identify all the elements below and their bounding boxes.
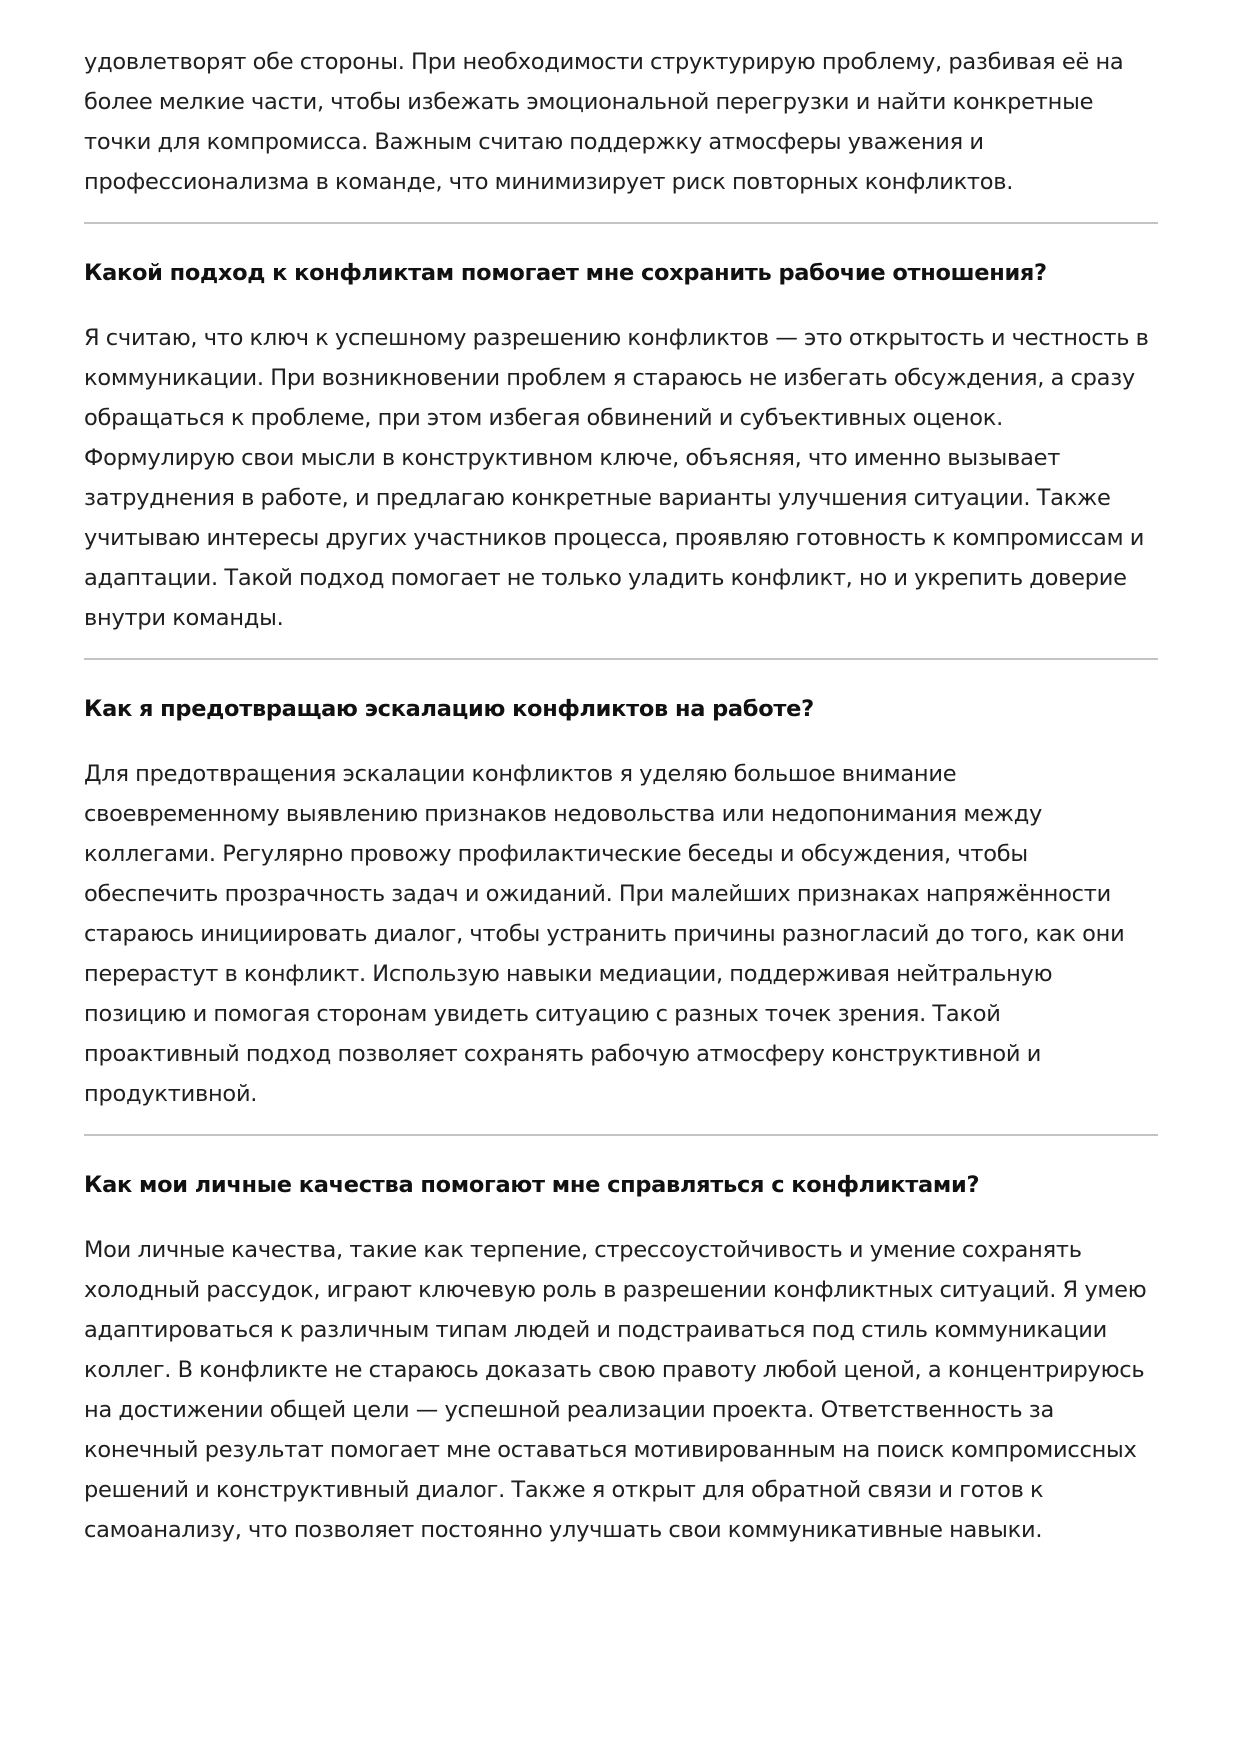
section-paragraph: Я считаю, что ключ к успешному разрешению конфликтов — это открытость и честность в коммуникации. При возникновении проблем я стараюсь не избегать обсуждения, а сразу обращаться к проблеме, при этом избегая обвинений и субъективных оценок. Формулирую свои мысли в конструктивном ключе, объясняя, что именно вызывает затруднения в работе, и предлагаю конкретные варианты улучшения ситуации. Также учитываю интересы других участников процесса, проявляю готовность к компромиссам и адаптации. Такой подход помогает не только уладить конфликт, но и укрепить доверие внутри команды.: [84, 325, 1149, 631]
section-heading: Какой подход к конфликтам помогает мне сохранить рабочие отношения?: [84, 260, 1047, 286]
section-paragraph: Мои личные качества, такие как терпение, стрессоустойчивость и умение сохранять холодный рассудок, играют ключевую роль в разрешении конфликтных ситуаций. Я умею адаптироваться к различным типам людей и подстраиваться под стиль коммуникации коллег. В конфликте не стараюсь доказать свою правоту любой ценой, а концентрируюсь на достижении общей цели — успешной реализации проекта. Ответственность за конечный результат помогает мне оставаться мотивированным на поиск компромиссных решений и конструктивный диалог. Также я открыт для обратной связи и готов к самоанализу, что позволяет постоянно улучшать свои коммуникативные навыки.: [84, 1237, 1147, 1543]
section-paragraph: Для предотвращения эскалации конфликтов я уделяю большое внимание своевременному выявлению признаков недовольства или недопонимания между коллегами. Регулярно провожу профилактические беседы и обсуждения, чтобы обеспечить прозрачность задач и ожиданий. При малейших признаках напряжённости стараюсь инициировать диалог, чтобы устранить причины разногласий до того, как они перерастут в конфликт. Использую навыки медиации, поддерживая нейтральную позицию и помогая сторонам увидеть ситуацию с разных точек зрения. Такой проактивный подход позволяет сохранять рабочую атмосферу конструктивной и продуктивной.: [84, 761, 1125, 1107]
section-heading: Как мои личные качества помогают мне справляться с конфликтами?: [84, 1172, 980, 1198]
section-divider: [84, 1134, 1158, 1136]
section-divider: [84, 222, 1158, 224]
section-heading: Как я предотвращаю эскалацию конфликтов на работе?: [84, 696, 814, 722]
intro-paragraph: удовлетворят обе стороны. При необходимости структурирую проблему, разбивая её на более мелкие части, чтобы избежать эмоциональной перегрузки и найти конкретные точки для компромисса. Важным считаю поддержку атмосферы уважения и профессионализма в команде, что минимизирует риск повторных конфликтов.: [84, 49, 1124, 195]
section-divider: [84, 658, 1158, 660]
document-page: [84, 42, 1158, 1570]
